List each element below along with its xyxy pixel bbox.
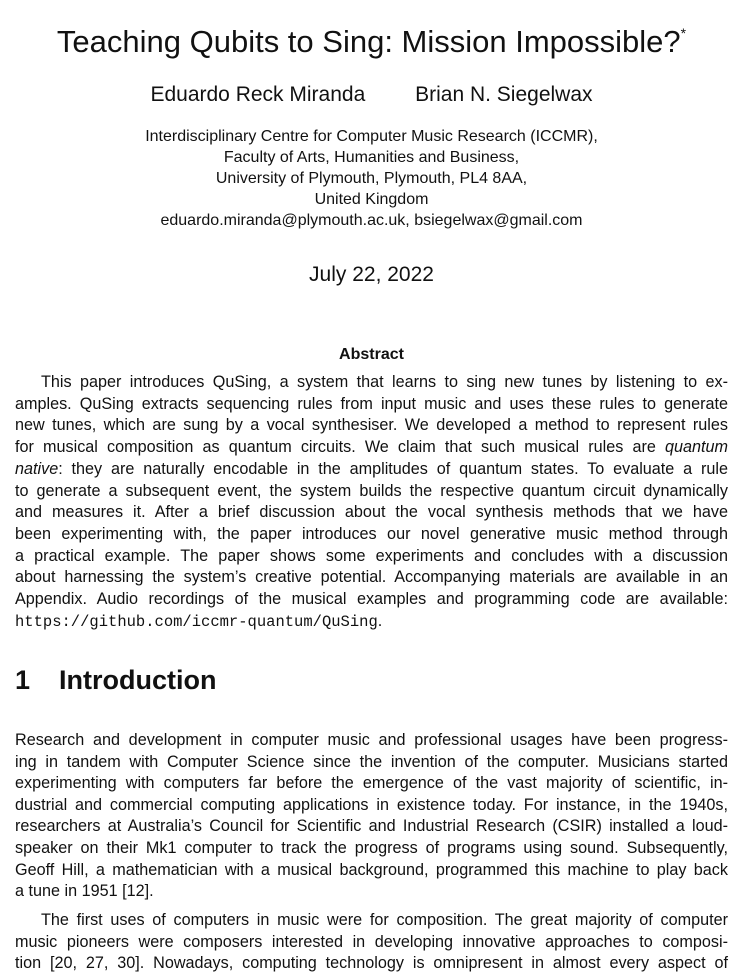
abstract-line [15, 611, 728, 634]
paragraph-line: dustrial and commercial computing applications in existence today. For instance, in the 1940s, [15, 795, 728, 814]
paragraph-line: music pioneers were composers interested in developing innovative approaches to composi- [15, 932, 728, 951]
abstract-italic-term: quantum [665, 438, 728, 457]
repository-link[interactable]: https://github.com/iccmr-quantum/QuSing [15, 612, 378, 631]
abstract-line: This paper introduces QuSing, a system that learns to sing new tunes by listening to ex- [41, 373, 728, 391]
paragraph-line: experimenting with computers far before the emergence of the vast majority of scientific, in- [15, 774, 728, 793]
abstract-text: . [377, 611, 383, 630]
abstract-line: and measures it. After a brief discussion about the vocal synthesis methods that we have [15, 503, 728, 522]
abstract-heading: Abstract [339, 346, 404, 363]
affiliation-block [0, 126, 743, 231]
abstract-line: about harnessing the system’s creative potential. Accompanying materials are available in an [15, 568, 728, 587]
author-name: Eduardo Reck Miranda [150, 83, 366, 106]
abstract-line [15, 437, 728, 459]
abstract-line: amples. QuSing extracts sequencing rules from input music and uses these rules to generate [15, 394, 728, 413]
abstract-line: to generate a subsequent event, the system builds the respective quantum circuit dynamically [15, 481, 728, 500]
affiliation-line: Faculty of Arts, Humanities and Business, [223, 149, 520, 166]
author-list [0, 82, 743, 108]
abstract-body [15, 372, 728, 633]
paper-date: July 22, 2022 [309, 263, 434, 286]
paragraph-line: Research and development in computer music and professional usages have been progress- [15, 731, 728, 749]
abstract-text: : they are naturally encodable in the amplitudes of quantum states. To evaluate a rule [58, 459, 728, 478]
affiliation-line: University of Plymouth, Plymouth, PL4 8AA, [215, 170, 528, 187]
paper-title [0, 14, 743, 61]
paragraph-line: speaker on their Mk1 computer to track the progress of programs using sound. Subsequently, [15, 838, 728, 857]
paragraph-line: ing in tandem with Computer Science since the invention of the computer. Musicians started [15, 752, 728, 771]
intro-paragraph [15, 910, 728, 975]
paragraph-line: researchers at Australia’s Council for Scientific and Industrial Research (CSIR) installed a loud- [15, 817, 728, 836]
abstract-line [15, 459, 728, 481]
section-number: 1 [15, 665, 31, 695]
section-title: Introduction [59, 665, 217, 695]
title-footnote-mark: * [680, 25, 687, 41]
paragraph-line: a tune in 1951 [12]. [15, 882, 154, 901]
abstract-line: Appendix. Audio recordings of the musical examples and programming code are available: [15, 590, 728, 609]
paragraph-line: Geoff Hill, a mathematician with a musical background, programmed this machine to play back [15, 860, 728, 879]
paragraph-line: The first uses of computers in music were for composition. The great majority of computer [41, 911, 728, 929]
intro-paragraph [15, 730, 728, 903]
author-emails: eduardo.miranda@plymouth.ac.uk, bsiegelwax@gmail.com [160, 212, 583, 229]
paper-title-text: Teaching Qubits to Sing: Mission Impossible? [56, 24, 681, 59]
abstract-line: new tunes, which are sung by a vocal synthesiser. We developed a method to represent rules [15, 416, 728, 435]
affiliation-line: Interdisciplinary Centre for Computer Music Research (ICCMR), [145, 128, 598, 145]
affiliation-line: United Kingdom [314, 191, 429, 208]
author-name: Brian N. Siegelwax [415, 83, 593, 106]
section-heading [15, 663, 216, 697]
abstract-line: been experimenting with, the paper introduces our novel generative music method through [15, 524, 728, 543]
abstract-text: for musical composition as quantum circuits. We claim that such musical rules are [15, 438, 665, 457]
abstract-italic-term: native [15, 459, 59, 478]
paragraph-line: tion [20, 27, 30]. Nowadays, computing technology is omnipresent in almost every aspect of [15, 954, 728, 973]
abstract-line: a practical example. The paper shows some experiments and concludes with a discussion [15, 546, 728, 565]
